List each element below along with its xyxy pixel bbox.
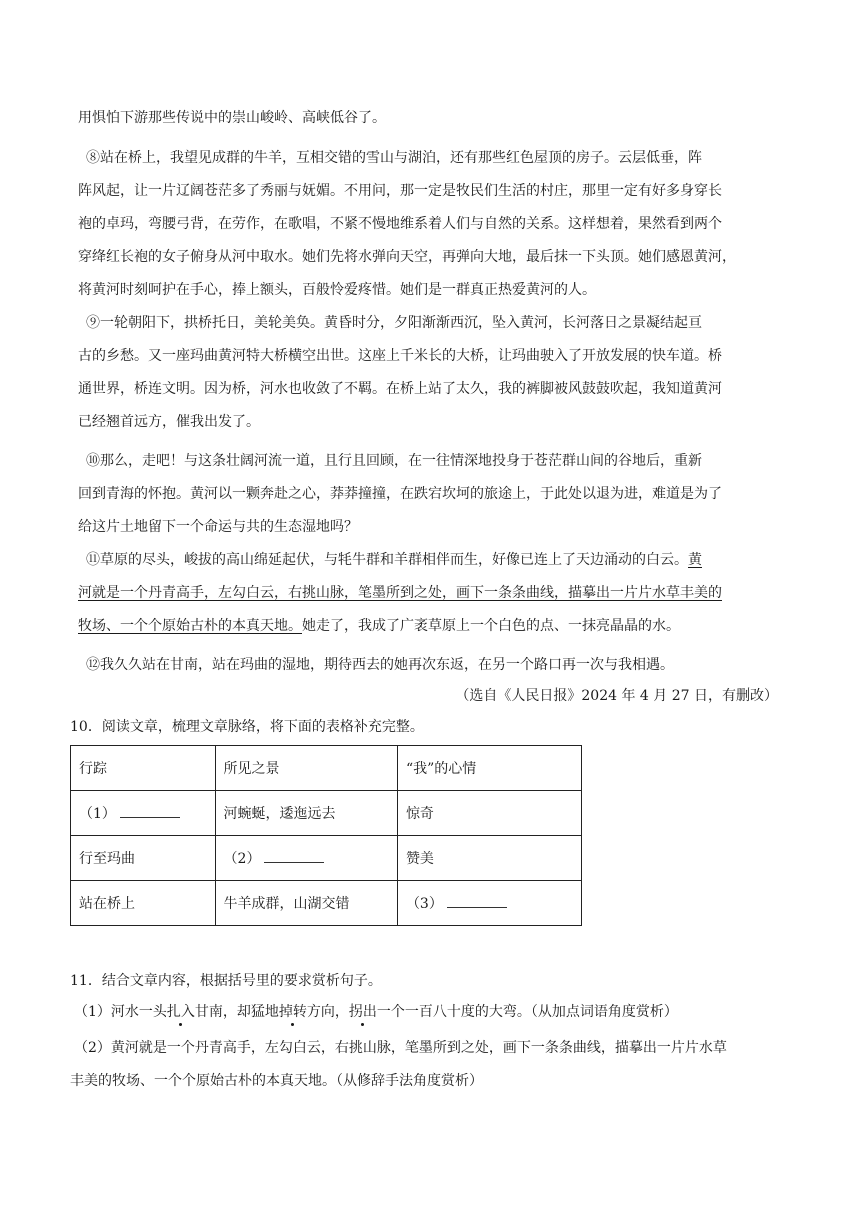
paragraph-12: ⑫我久久站在甘南，站在玛曲的湿地，期待西去的她再次东返，在另一个路口再一次与我相遇。: [86, 657, 674, 673]
table-row: [71, 836, 582, 881]
answer-blank-cell[interactable]: [71, 791, 216, 836]
paragraph-10-line: 回到青海的怀抱。黄河以一颗奔赴之心，莽莽撞撞，在跌宕坎坷的旅途上，于此处以退为进，难道是为了: [78, 486, 722, 502]
question-11-sentence-2: 丰美的牧场、一个个原始古朴的本真天地。（从修辞手法角度赏析）: [70, 1073, 483, 1089]
answer-blank[interactable]: [447, 893, 507, 908]
paragraph-9-line: 已经翘首远方，催我出发了。: [78, 414, 260, 430]
paragraph-7-tail: 用惧怕下游那些传说中的崇山峻岭、高峡低谷了。: [78, 110, 386, 126]
answer-blank-cell[interactable]: [397, 881, 581, 926]
paragraph-10-line: 给这片土地留下一个命运与共的生态湿地吗？: [78, 519, 358, 535]
paragraph-9-line: 古的乡愁。又一座玛曲黄河特大桥横空出世。这座上千米长的大桥，让玛曲驶入了开放发展的快车道。桥: [78, 348, 722, 364]
paragraph-10-line: ⑩那么，走吧！与这条壮阔河流一道，且行且回顾，在一往情深地投身于苍茫群山间的谷地后，重新: [86, 453, 702, 469]
dotted-word: 掉转: [278, 1004, 307, 1020]
sentence-text: （1）河水一头: [74, 1004, 167, 1020]
paragraph-11-text: 她走了，我成了广袤草原上一个白色的点、一抹亮晶晶的水。: [302, 618, 680, 634]
underlined-sentence: 河就是一个丹青高手，左勾白云，右挑山脉，笔墨所到之处，画下一条条曲线，描摹出一片片水草丰美的: [78, 585, 722, 601]
table-cell: 牛羊成群，山湖交错: [215, 881, 397, 926]
outline-table: [70, 745, 582, 926]
blank-label: （2）: [223, 851, 261, 867]
table-cell: 行至玛曲: [71, 836, 216, 881]
table-row: [71, 791, 582, 836]
paragraph-11-line: [86, 550, 702, 570]
sentence-text: 一个一百八十度的大弯。（从加点词语角度赏析）: [376, 1004, 678, 1020]
paragraph-9-line: ⑨一轮朝阳下，拱桥托日，美轮美奂。黄昏时分，夕阳渐渐西沉，坠入黄河，长河落日之景凝结起亘: [86, 315, 702, 331]
question-11-sentence-2: （2）黄河就是一个丹青高手，左勾白云，右挑山脉，笔墨所到之处，画下一条条曲线，描摹出一片片水草: [74, 1040, 727, 1056]
paragraph-8-line: 将黄河时刻呵护在手心，捧上额头，百般怜爱疼惜。她们是一群真正热爱黄河的人。: [78, 282, 596, 298]
paragraph-11-line: [78, 583, 722, 603]
sentence-text: 方向，: [306, 1004, 349, 1020]
paragraph-8-line: 阵风起，让一片辽阔苍茫多了秀丽与妩媚。不用问，那一定是牧民们生活的村庄，那里一定有好多身穿长: [78, 183, 722, 199]
dotted-word: 拐出: [348, 1004, 377, 1020]
table-cell: 站在桥上: [71, 881, 216, 926]
table-header: 所见之景: [215, 746, 397, 791]
table-cell: 河蜿蜒，逶迤远去: [215, 791, 397, 836]
paragraph-11-text: ⑪草原的尽头，峻拔的高山绵延起伏，与牦牛群和羊群相伴而生，好像已连上了天边涌动的白云。: [86, 552, 688, 568]
answer-blank[interactable]: [120, 803, 180, 818]
source-citation: （选自《人民日报》2024 年 4 月 27 日，有删改）: [455, 688, 778, 704]
table-header: 行踪: [71, 746, 216, 791]
paragraph-11-line: [78, 616, 680, 636]
blank-label: （1）: [79, 806, 116, 822]
dotted-word: 扎入: [166, 1004, 195, 1020]
table-header-row: [71, 746, 582, 791]
underlined-sentence: 牧场、一个个原始古朴的本真天地。: [78, 618, 302, 634]
table-cell: 赞美: [397, 836, 581, 881]
answer-blank[interactable]: [264, 848, 324, 863]
question-11-prompt: 11．结合文章内容，根据括号里的要求赏析句子。: [70, 973, 382, 989]
underlined-sentence: 黄: [688, 552, 702, 568]
paragraph-9-line: 通世界，桥连文明。因为桥，河水也收敛了不羁。在桥上站了太久，我的裤脚被风鼓鼓吹起，我知道黄河: [78, 381, 722, 397]
table-header: “我”的心情: [397, 746, 581, 791]
sentence-text: 甘南，却猛地: [194, 1004, 279, 1020]
question-11-sentence-1: [74, 1002, 678, 1022]
paragraph-8-line: 袍的卓玛，弯腰弓背，在劳作，在歌唱，不紧不慢地维系着人们与自然的关系。这样想着，果然看到两个: [78, 216, 722, 232]
table-row: [71, 881, 582, 926]
question-10-prompt: 10．阅读文章，梳理文章脉络，将下面的表格补充完整。: [70, 719, 424, 735]
answer-blank-cell[interactable]: [215, 836, 397, 881]
paragraph-8-line: ⑧站在桥上，我望见成群的牛羊，互相交错的雪山与湖泊，还有那些红色屋顶的房子。云层低垂，阵: [86, 150, 702, 166]
blank-label: （3）: [405, 896, 443, 912]
paragraph-8-line: 穿绛红长袍的女子俯身从河中取水。她们先将水弹向天空，再弹向大地，最后抹一下头顶。她们感恩黄河，: [78, 249, 736, 265]
table-cell: 惊奇: [397, 791, 581, 836]
